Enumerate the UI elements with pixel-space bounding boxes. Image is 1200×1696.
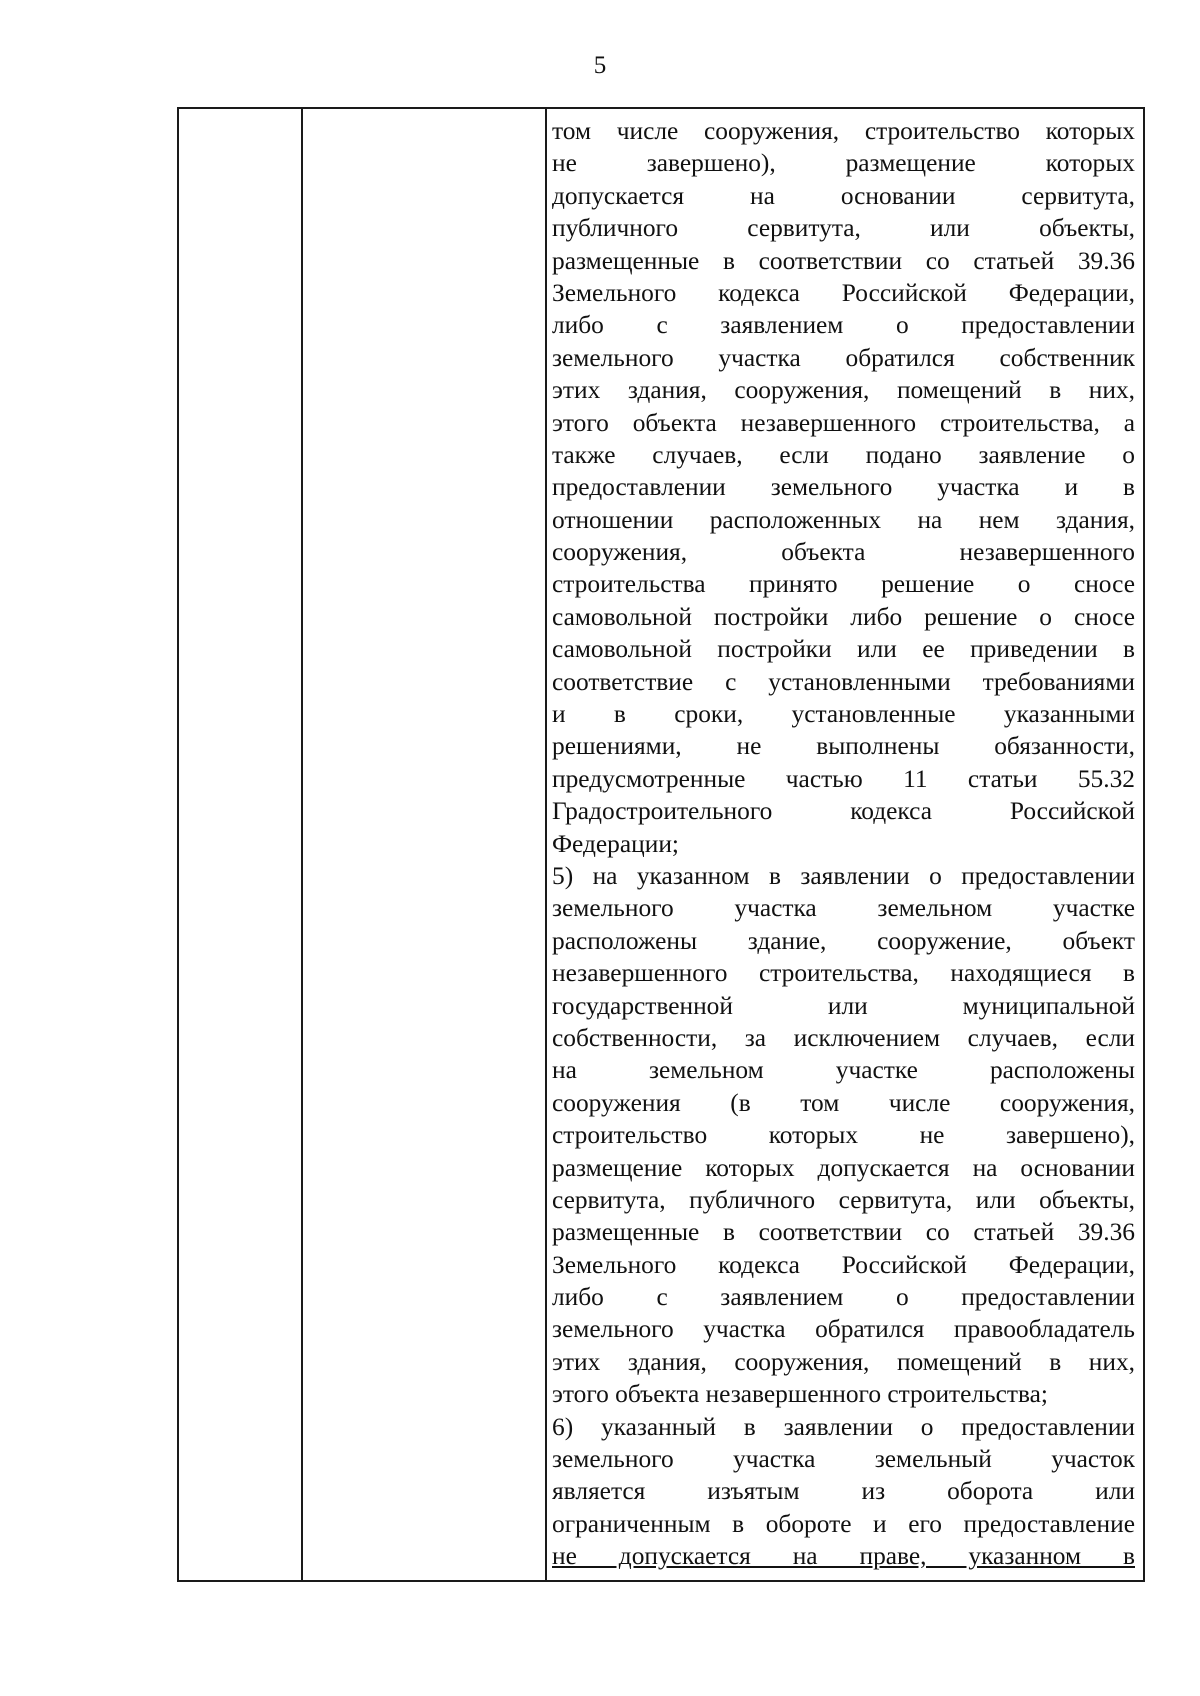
- column-divider-2: [545, 109, 547, 1580]
- text-line: является изъятым из оборота или: [552, 1477, 1135, 1506]
- text-line: незавершенного строительства, находящиеся в: [552, 959, 1135, 988]
- text-line: земельного участка земельном участке: [552, 894, 1135, 923]
- page-number: 5: [593, 52, 607, 79]
- text-line: Земельного кодекса Российской Федерации,: [552, 278, 1135, 307]
- text-line: сервитута, публичного сервитута, или объекты,: [552, 1185, 1135, 1214]
- text-line: не допускается на праве, указанном в: [552, 1542, 1135, 1571]
- text-line: предоставлении земельного участка и в: [552, 473, 1135, 502]
- text-line: Земельного кодекса Российской Федерации,: [552, 1250, 1135, 1279]
- text-line: допускается на основании сервитута,: [552, 181, 1135, 210]
- text-line: самовольной постройки либо решение о сносе: [552, 602, 1135, 631]
- text-line: отношении расположенных на нем здания,: [552, 505, 1135, 534]
- text-line: размещенные в соответствии со статьей 39.36: [552, 246, 1135, 275]
- table-cell-text: [552, 115, 1135, 1573]
- text-line: земельного участка земельный участок: [552, 1445, 1135, 1474]
- text-line: 6) указанный в заявлении о предоставлении: [552, 1412, 1135, 1441]
- text-line: Градостроительного кодекса Российской: [552, 797, 1135, 826]
- text-line: этих здания, сооружения, помещений в них,: [552, 1347, 1135, 1376]
- text-line: либо с заявлением о предоставлении: [552, 311, 1135, 340]
- text-line: строительство которых не завершено),: [552, 1121, 1135, 1150]
- text-line: земельного участка обратился собственник: [552, 343, 1135, 372]
- text-line: соответствие с установленными требованиями: [552, 667, 1135, 696]
- text-line: сооружения (в том числе сооружения,: [552, 1088, 1135, 1117]
- text-line: собственности, за исключением случаев, если: [552, 1023, 1135, 1052]
- text-line: и в сроки, установленные указанными: [552, 700, 1135, 729]
- text-line: ограниченным в обороте и его предоставление: [552, 1509, 1135, 1538]
- text-line: размещение которых допускается на основании: [552, 1153, 1135, 1182]
- text-line: предусмотренные частью 11 статьи 55.32: [552, 764, 1135, 793]
- text-line: государственной или муниципальной: [552, 991, 1135, 1020]
- text-line: публичного сервитута, или объекты,: [552, 214, 1135, 243]
- text-line: этого объекта незавершенного строительства;: [552, 1380, 1048, 1409]
- text-line: этого объекта незавершенного строительства, а: [552, 408, 1135, 437]
- text-line: размещенные в соответствии со статьей 39.36: [552, 1218, 1135, 1247]
- column-divider-1: [301, 109, 303, 1580]
- document-table: [177, 107, 1145, 1582]
- text-line: строительства принято решение о сносе: [552, 570, 1135, 599]
- text-line: земельного участка обратился правообладатель: [552, 1315, 1135, 1344]
- text-line: не завершено), размещение которых: [552, 149, 1135, 178]
- text-line: том числе сооружения, строительство которых: [552, 117, 1135, 145]
- text-line: этих здания, сооружения, помещений в них,: [552, 376, 1135, 405]
- text-line: Федерации;: [552, 829, 679, 858]
- text-line: на земельном участке расположены: [552, 1056, 1135, 1085]
- text-line: либо с заявлением о предоставлении: [552, 1283, 1135, 1312]
- text-line: 5) на указанном в заявлении о предоставлении: [552, 861, 1135, 890]
- text-line: сооружения, объекта незавершенного: [552, 538, 1135, 567]
- text-line: самовольной постройки или ее приведении в: [552, 635, 1135, 664]
- text-line: также случаев, если подано заявление о: [552, 440, 1135, 469]
- text-line: решениями, не выполнены обязанности,: [552, 732, 1135, 761]
- text-line: расположены здание, сооружение, объект: [552, 926, 1135, 955]
